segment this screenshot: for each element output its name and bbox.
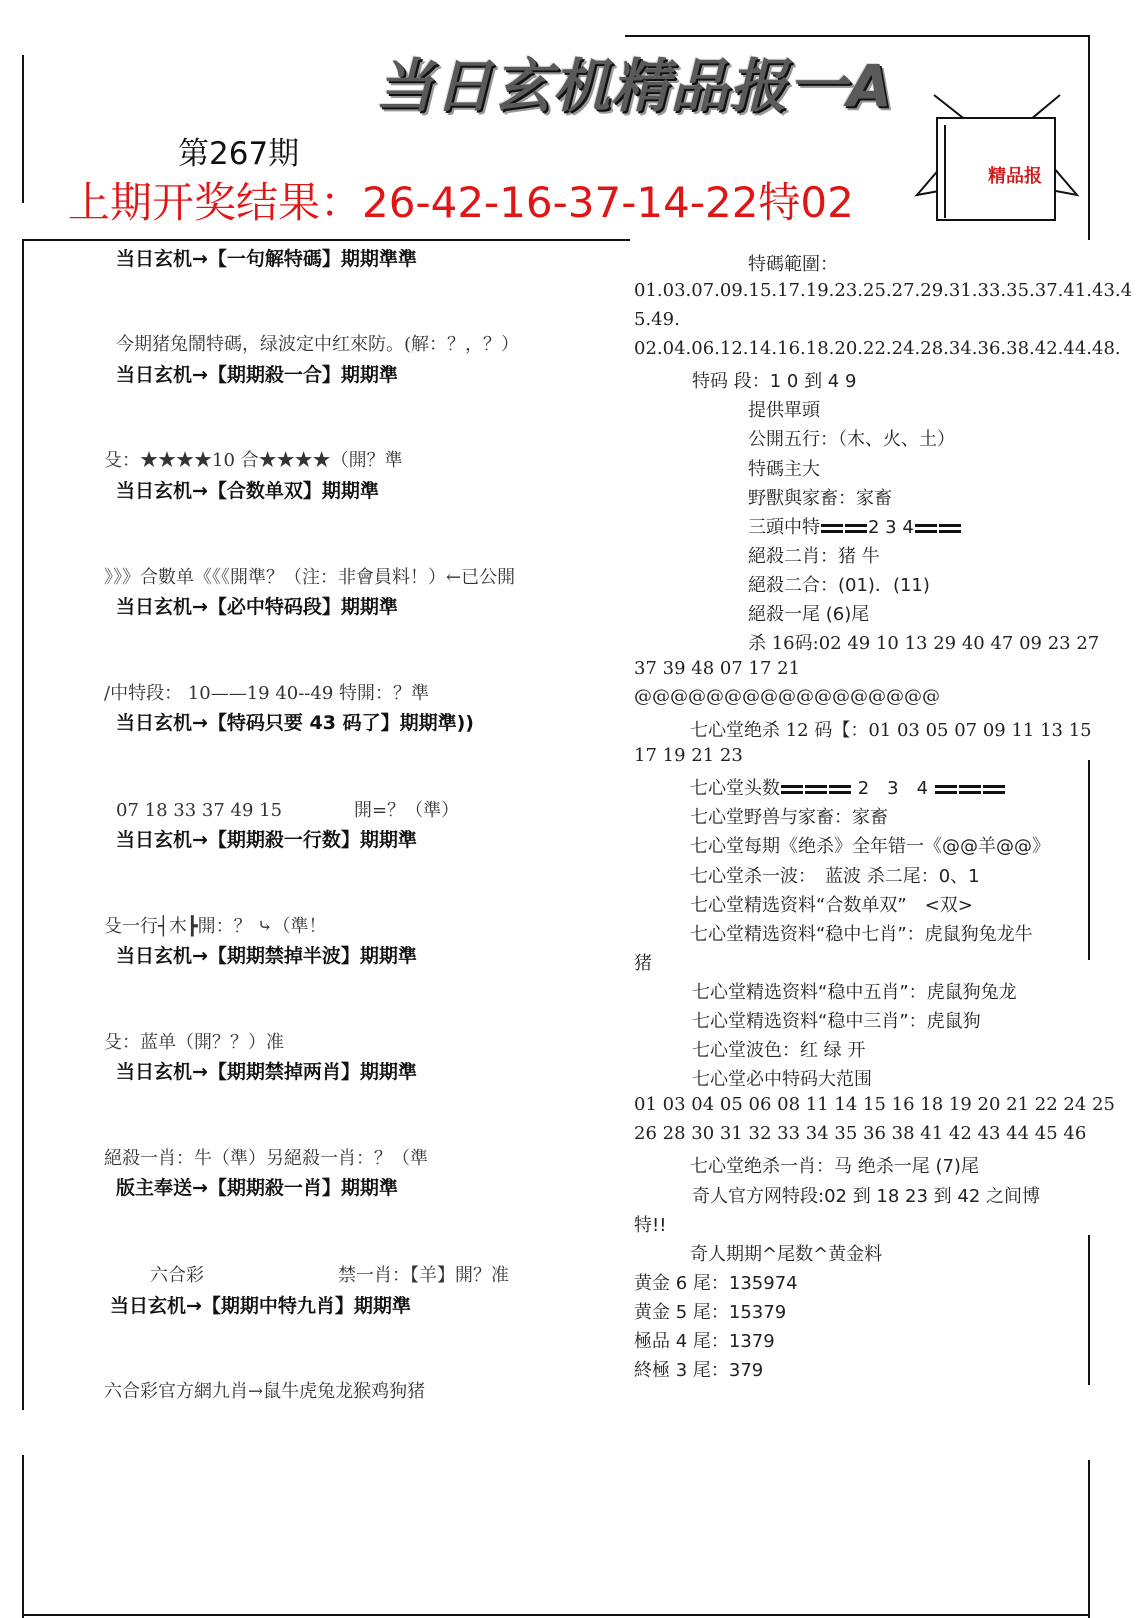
bottom-rule: [22, 1614, 1090, 1616]
range-line-2: 02.04.06.12.14.16.18.20.22.24.28.34.36.38.42.44.48.: [634, 338, 1121, 359]
bar-icon: [983, 785, 1005, 788]
left-heading-8: 当日玄机→【期期禁掉两肖】期期準: [116, 1061, 417, 1083]
gold-title: 奇人期期^尾数^黄金料: [690, 1244, 883, 1265]
bar-icon: [845, 524, 867, 527]
bar-icon: [915, 524, 937, 527]
kill-one-tail: 絕殺一尾 (6)尾: [748, 604, 870, 625]
qxt-seven-xiao-cont: 猪: [634, 953, 652, 974]
wild-domestic: 野獸與家畜：家畜: [748, 488, 892, 509]
column-divider-top: [22, 239, 630, 241]
left-heading-6: 当日玄机→【期期殺一行数】期期準: [116, 829, 417, 851]
left-heading-7: 当日玄机→【期期禁掉半波】期期準: [116, 945, 417, 967]
qxt-range-title: 七心堂必中特码大范围: [692, 1069, 872, 1090]
gold-6-tail: 黄金 6 尾：135974: [634, 1273, 798, 1294]
range-line-1: 01.03.07.09.15.17.19.23.25.27.29.31.33.35.37.41.43.4: [634, 280, 1133, 301]
qxt-kill-12-cont: 17 19 21 23: [634, 745, 743, 766]
left-text-nine-xiao: 六合彩官方網九肖→鼠牛虎兔龙猴鸡狗猪: [104, 1381, 426, 1402]
left-heading-4: 当日玄机→【必中特码段】期期準: [116, 596, 398, 618]
qiren-segment-cont: 特!!: [634, 1215, 667, 1236]
left-heading-2: 当日玄机→【期期殺一合】期期準: [116, 364, 398, 386]
qxt-wild: 七心堂野兽与家畜：家畜: [690, 807, 888, 828]
bar-icon: [935, 785, 957, 788]
top-right-border: [625, 35, 1090, 37]
qxt-head-label: 七心堂头数: [690, 778, 780, 799]
three-heads: [748, 513, 962, 539]
qxt-three-xiao: 七心堂精选资料“稳中三肖”：虎鼠狗: [692, 1011, 981, 1032]
left-border-bottom: [22, 1455, 24, 1618]
qxt-wave: 七心堂杀一波： 蓝波 杀二尾：0、1: [690, 866, 980, 887]
qxt-kill-12: 七心堂绝杀 12 码【：01 03 05 07 09 11 13 15: [690, 720, 1092, 741]
range-title: 特碼範圍：: [748, 254, 838, 275]
five-elements: 公開五行：（木、火、土）: [748, 429, 955, 450]
bar-icon: [939, 524, 961, 527]
special-big: 特碼主大: [748, 459, 820, 480]
three-heads-label: 三頭中特: [748, 517, 820, 538]
special-segment: 特码 段：1 0 到 4 9: [692, 371, 857, 392]
right-border-upper: [1088, 35, 1090, 240]
left-text-4: ∕中特段： 10——19 40--49 特開：？準: [104, 683, 430, 704]
left-text-6: 殳一行┤木┣開：？ ⤷（準！: [104, 916, 327, 937]
qxt-head-values: 2 3 4: [857, 778, 929, 799]
bar-icon: [829, 785, 851, 788]
badge-label: 精品报: [988, 166, 1042, 187]
qxt-range-line-1: 01 03 04 05 06 08 11 14 15 16 18 19 20 21 22 24 25: [634, 1094, 1115, 1115]
qxt-five-xiao: 七心堂精选资料“稳中五肖”：虎鼠狗兔龙: [692, 982, 1017, 1003]
bar-icon: [959, 785, 981, 788]
issue-number: 第267期: [178, 136, 300, 172]
qxt-seven-xiao: 七心堂精选资料“稳中七肖”：虎鼠狗兔龙牛: [690, 924, 1033, 945]
left-border-top: [22, 55, 24, 203]
right-border-bottom: [1088, 1460, 1090, 1618]
left-text-8: 絕殺一肖：牛（準）另絕殺一肖：？（準: [104, 1148, 428, 1169]
bar-icon: [805, 785, 827, 788]
bar-icon: [781, 785, 803, 788]
kill-16-codes: 杀 16码:02 49 10 13 29 40 47 09 23 27: [748, 633, 1100, 654]
left-text-3: 》》》合數单《《《開準？（注：非會員料！）←已公開: [104, 567, 516, 588]
ribbon-badge-icon: [912, 90, 1082, 225]
left-heading-9: 版主奉送→【期期殺一肖】期期準: [116, 1177, 398, 1199]
left-heading-1: 当日玄机→【一句解特碼】期期準準: [116, 248, 417, 270]
qxt-head-numbers: [690, 774, 1006, 800]
left-text-5: 07 18 33 37 49 15 開=？（準）: [116, 800, 460, 821]
gold-5-tail: 黄金 5 尾：15379: [634, 1302, 787, 1323]
left-heading-3: 当日玄机→【合数单双】期期準: [116, 480, 379, 502]
gold-4-tail: 極品 4 尾：1379: [634, 1331, 775, 1352]
banner-title: 当日玄机精品报一A: [375, 52, 893, 120]
qxt-wave-color: 七心堂波色：红 绿 开: [692, 1040, 866, 1061]
three-heads-values: 2 3 4: [868, 517, 914, 538]
kill-16-codes-cont: 37 39 48 07 17 21: [634, 658, 801, 679]
right-border-mid: [1088, 760, 1090, 960]
left-heading-10: 当日玄机→【期期中特九肖】期期準: [110, 1295, 411, 1317]
left-text-7: 殳：蓝单（開？？）准: [104, 1032, 284, 1053]
last-result: 上期开奖结果：26-42-16-37-14-22特02: [68, 178, 854, 227]
kill-two-he: 絕殺二合：(01)．(11): [748, 575, 930, 596]
ban-one-xiao: 禁一肖：【羊】開？准: [338, 1265, 509, 1286]
liuhecai-label: 六合彩: [150, 1265, 204, 1286]
qxt-yearly: 七心堂每期《绝杀》全年错一《@@羊@@》: [690, 836, 1050, 857]
at-separator: @@@@@@@@@@@@@@@@@: [634, 686, 940, 707]
qxt-odd-even: 七心堂精选资料“合数单双” <双>: [690, 895, 973, 916]
left-text-1: 今期猪兔鬧特碼，绿波定中红來防。(解：？，？）: [116, 334, 520, 355]
range-line-1b: 5.49.: [634, 309, 680, 330]
right-border-low: [1088, 1235, 1090, 1385]
left-text-2: 殳：★★★★10 合★★★★（開？準: [104, 450, 403, 471]
single-head: 提供單頭: [748, 400, 820, 421]
qiren-segment: 奇人官方网特段:02 到 18 23 到 42 之间博: [692, 1186, 1041, 1207]
kill-two-xiao: 絕殺二肖：猪 牛: [748, 546, 880, 567]
left-heading-5: 当日玄机→【特码只要 43 码了】期期準)): [116, 712, 474, 734]
qxt-kill-one-xiao: 七心堂绝杀一肖：马 绝杀一尾 (7)尾: [690, 1156, 979, 1177]
qxt-range-line-2: 26 28 30 31 32 33 34 35 36 38 41 42 43 44 45 46: [634, 1123, 1087, 1144]
bar-icon: [821, 524, 843, 527]
gold-3-tail: 終極 3 尾：379: [634, 1360, 764, 1381]
left-border-main: [22, 240, 24, 1410]
